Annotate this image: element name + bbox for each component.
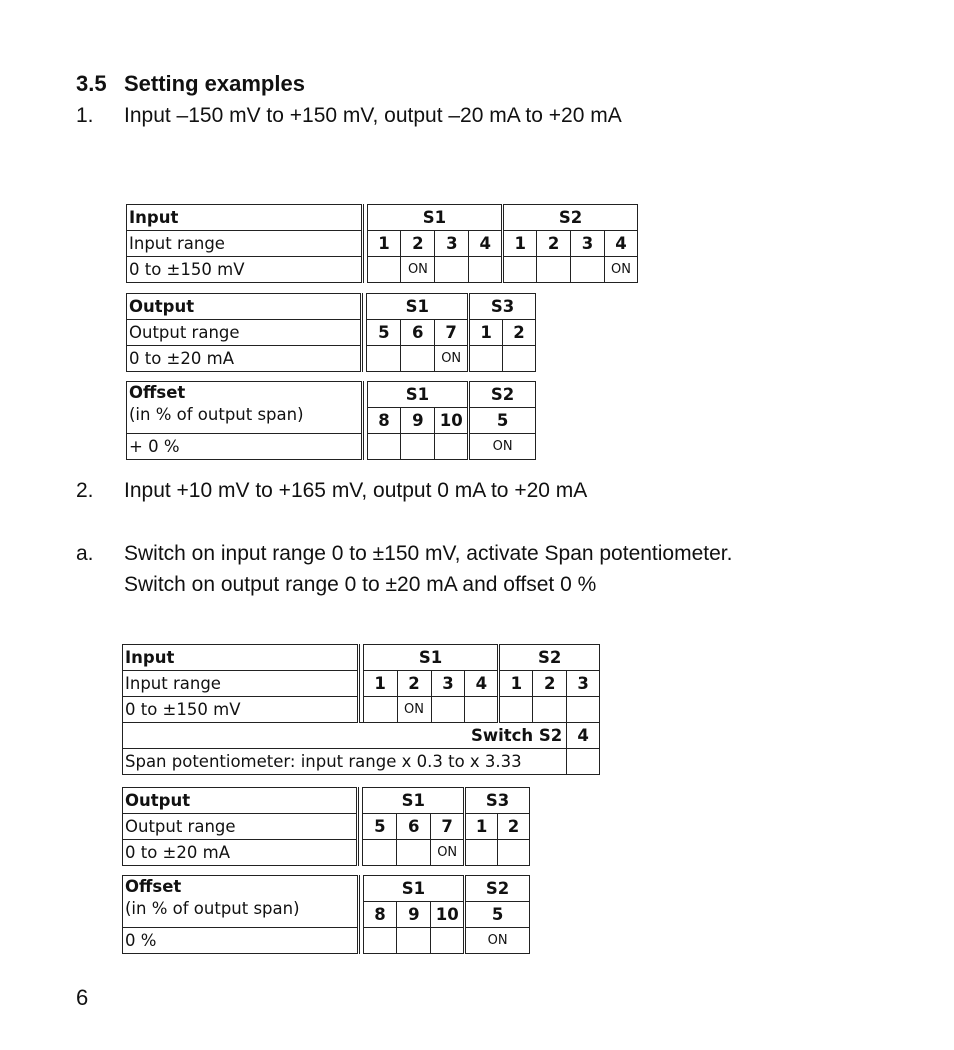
input-row-label: 0 to ±150 mV [123, 697, 359, 723]
switch-col: 1 [363, 671, 397, 697]
table2-output [122, 787, 530, 866]
switch-state: ON [397, 697, 431, 723]
step-a-marker: a. [76, 542, 94, 565]
switch-col: 1 [499, 671, 533, 697]
switch-state [537, 257, 571, 283]
switch-col: 2 [533, 671, 567, 697]
switch-col: 5 [465, 902, 530, 928]
input-range-label: Input range [123, 671, 359, 697]
switch-col: 3 [567, 671, 600, 697]
s2-header: S2 [503, 205, 638, 231]
section-title: Setting examples [124, 71, 305, 96]
switch-col: 3 [431, 671, 465, 697]
output-row-label: 0 to ±20 mA [123, 840, 358, 866]
switch-col: 9 [401, 408, 435, 434]
s1-header: S1 [367, 294, 469, 320]
offset-header-cell [127, 382, 363, 434]
switch-col: 5 [469, 408, 536, 434]
switch-col: 2 [503, 320, 536, 346]
span-potentiometer-label: Span potentiometer: input range x 0.3 to x 3.33 [123, 749, 567, 775]
output-header: Output [127, 294, 362, 320]
switch-col: 1 [367, 231, 401, 257]
switch-col: 3 [435, 231, 469, 257]
switch-state [498, 840, 530, 866]
switch-col: 8 [367, 408, 401, 434]
switch-state [367, 257, 401, 283]
switch-col: 6 [401, 320, 435, 346]
section-number: 3.5 [76, 71, 107, 96]
table2-input [122, 644, 600, 775]
switch-col: 5 [367, 320, 401, 346]
switch-state [397, 928, 431, 954]
s1-header: S1 [367, 382, 469, 408]
switch-state [431, 697, 465, 723]
switch-state [533, 697, 567, 723]
switch-state [469, 346, 503, 372]
offset-subheader: (in % of output span) [129, 405, 304, 424]
input-header: Input [123, 645, 359, 671]
step-a-line2: Switch on output range 0 to ±20 mA and offset 0 % [124, 573, 597, 596]
s2-header: S2 [465, 876, 530, 902]
switch-state [567, 697, 600, 723]
example-2-marker: 2. [76, 479, 94, 502]
switch-col: 2 [401, 231, 435, 257]
switch-state [431, 928, 465, 954]
offset-row-label: + 0 % [127, 434, 363, 460]
output-range-label: Output range [123, 814, 358, 840]
switch-col: 4 [469, 231, 503, 257]
s3-header: S3 [469, 294, 536, 320]
switch-col: 1 [465, 814, 498, 840]
switch-col: 9 [397, 902, 431, 928]
switch-state: ON [604, 257, 637, 283]
page-number: 6 [76, 985, 89, 1010]
offset-header-cell [123, 876, 359, 928]
s3-header: S3 [465, 788, 530, 814]
offset-header: Offset [125, 877, 182, 896]
switch-state [499, 697, 533, 723]
switch-state [465, 697, 499, 723]
input-header: Input [127, 205, 363, 231]
switch-col: 7 [435, 320, 469, 346]
s1-header: S1 [363, 876, 465, 902]
switch-state: ON [435, 346, 469, 372]
s1-header: S1 [367, 205, 503, 231]
s1-header: S1 [363, 645, 499, 671]
table1-input [126, 204, 638, 283]
switch-state [401, 346, 435, 372]
step-a-line1: Switch on input range 0 to ±150 mV, activate Span potentiometer. [124, 542, 733, 565]
switch-state [571, 257, 605, 283]
offset-header: Offset [129, 383, 186, 402]
section-heading [76, 71, 305, 97]
example-1-text: Input –150 mV to +150 mV, output –20 mA to +20 mA [124, 104, 622, 127]
switch-col: 2 [537, 231, 571, 257]
switch-col: 2 [498, 814, 530, 840]
switch-col: 3 [571, 231, 605, 257]
offset-subheader: (in % of output span) [125, 899, 300, 918]
offset-row-label: 0 % [123, 928, 359, 954]
output-range-label: Output range [127, 320, 362, 346]
switch-col: 6 [397, 814, 431, 840]
output-header: Output [123, 788, 358, 814]
switch-state: ON [431, 840, 465, 866]
switch-col: 8 [363, 902, 397, 928]
example-1 [76, 104, 936, 132]
switch-state [367, 434, 401, 460]
example-1-marker: 1. [76, 104, 94, 127]
switch-state [363, 928, 397, 954]
switch-state: ON [465, 928, 530, 954]
switch-state [363, 840, 397, 866]
switch-state [363, 697, 397, 723]
switch-state: ON [401, 257, 435, 283]
example-2 [76, 479, 936, 507]
switch-state [367, 346, 401, 372]
s1-header: S1 [363, 788, 465, 814]
switch-state [503, 346, 536, 372]
switch-s2-label: Switch S2 [123, 723, 567, 749]
switch-col: 2 [397, 671, 431, 697]
switch-state [435, 257, 469, 283]
switch-col: 1 [469, 320, 503, 346]
switch-col: 7 [431, 814, 465, 840]
step-a [76, 542, 936, 602]
switch-state [465, 840, 498, 866]
input-range-label: Input range [127, 231, 363, 257]
table1-offset [126, 381, 536, 460]
s2-header: S2 [469, 382, 536, 408]
switch-state [567, 749, 600, 775]
switch-col: 10 [435, 408, 469, 434]
output-row-label: 0 to ±20 mA [127, 346, 362, 372]
switch-col: 4 [567, 723, 600, 749]
switch-state [435, 434, 469, 460]
table1-output [126, 293, 536, 372]
switch-col: 4 [465, 671, 499, 697]
switch-state [397, 840, 431, 866]
switch-col: 10 [431, 902, 465, 928]
switch-state [401, 434, 435, 460]
example-2-text: Input +10 mV to +165 mV, output 0 mA to +20 mA [124, 479, 588, 502]
switch-col: 4 [604, 231, 637, 257]
switch-state [469, 257, 503, 283]
s2-header: S2 [499, 645, 600, 671]
switch-col: 5 [363, 814, 397, 840]
table2-offset [122, 875, 530, 954]
switch-state [503, 257, 537, 283]
switch-state: ON [469, 434, 536, 460]
input-row-label: 0 to ±150 mV [127, 257, 363, 283]
switch-col: 1 [503, 231, 537, 257]
